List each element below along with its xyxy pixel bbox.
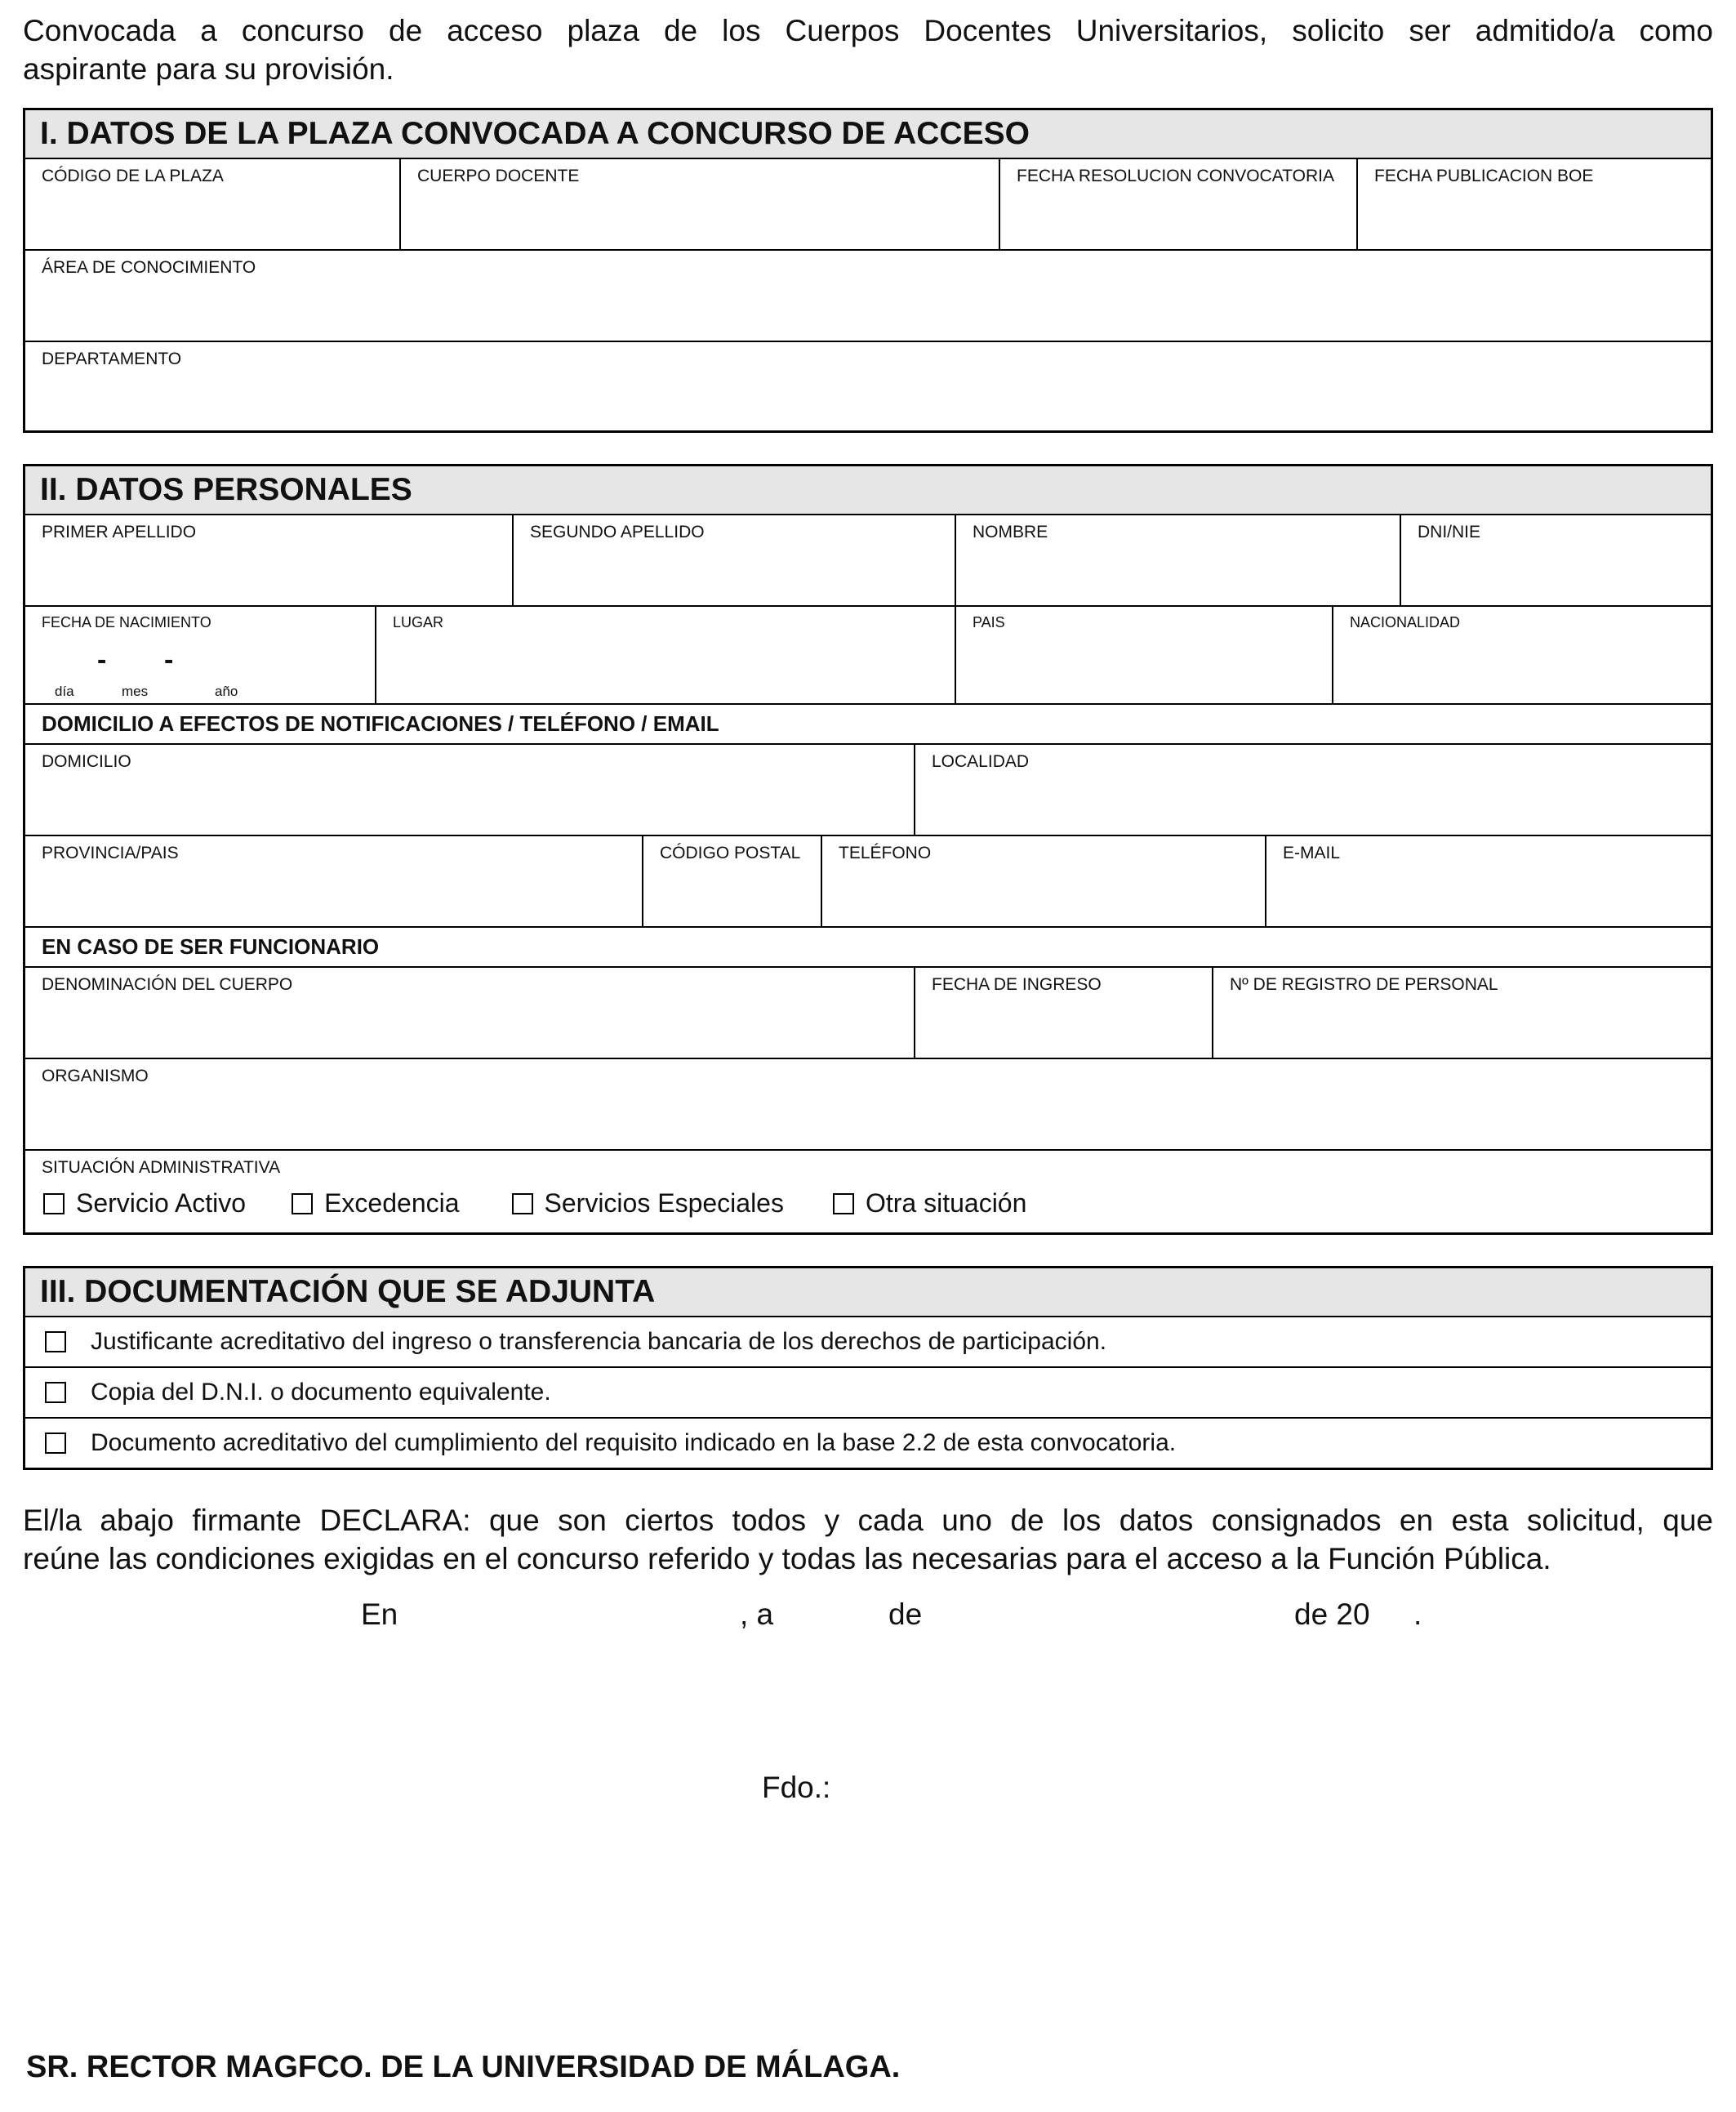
doc-dni-label: Copia del D.N.I. o documento equivalente. (91, 1379, 551, 1406)
fecha-ingreso-label: FECHA DE INGRESO (932, 975, 1102, 994)
dni-field[interactable] (1401, 515, 1711, 605)
cuerpo-docente-label: CUERPO DOCENTE (417, 167, 580, 185)
telefono-field[interactable] (822, 836, 1266, 926)
codigo-postal-field[interactable] (643, 836, 822, 926)
primer-apellido-label: PRIMER APELLIDO (42, 523, 197, 541)
dia-label: día (55, 684, 74, 699)
departamento-label: DEPARTAMENTO (42, 350, 182, 368)
departamento-field[interactable] (25, 342, 1711, 430)
doc-requisito-label: Documento acreditativo del cumplimiento del requisito indicado en la base 2.2 de esta convocatoria. (91, 1429, 1177, 1456)
provincia-label: PROVINCIA/PAIS (42, 844, 179, 862)
section-personal-title: II. DATOS PERSONALES (25, 466, 1711, 515)
doc-item-dni[interactable] (25, 1368, 1711, 1419)
localidad-label: LOCALIDAD (932, 752, 1030, 771)
registro-personal-field[interactable] (1213, 968, 1711, 1058)
fecha-boe-field[interactable] (1358, 159, 1711, 249)
intro-line-2: aspirante para su provisión. (23, 52, 394, 86)
organismo-field[interactable] (25, 1059, 1711, 1149)
domicilio-field[interactable] (25, 745, 915, 835)
nombre-label: NOMBRE (973, 523, 1048, 541)
place-en-label: En (361, 1597, 398, 1631)
fecha-resolucion-field[interactable] (1000, 159, 1358, 249)
checkbox-servicios-especiales[interactable] (512, 1193, 533, 1214)
denominacion-cuerpo-label: DENOMINACIÓN DEL CUERPO (42, 975, 293, 994)
fecha-boe-label: FECHA PUBLICACION BOE (1374, 167, 1594, 185)
nacionalidad-label: NACIONALIDAD (1350, 614, 1461, 630)
mes-label: mes (122, 684, 149, 699)
checkbox-requisito[interactable] (45, 1433, 66, 1454)
doc-item-justificante[interactable] (25, 1317, 1711, 1368)
codigo-plaza-label: CÓDIGO DE LA PLAZA (42, 167, 224, 185)
checkbox-excedencia[interactable] (292, 1193, 313, 1214)
fecha-nacimiento-label: FECHA DE NACIMIENTO (42, 614, 211, 630)
declaration-paragraph (23, 1501, 1713, 1578)
localidad-field[interactable] (915, 745, 1711, 835)
segundo-apellido-label: SEGUNDO APELLIDO (530, 523, 705, 541)
excedencia-label: Excedencia (324, 1188, 460, 1218)
codigo-plaza-field[interactable] (25, 159, 401, 249)
checkbox-servicio-activo[interactable] (43, 1193, 65, 1214)
funcionario-subheader: EN CASO DE SER FUNCIONARIO (25, 928, 1711, 968)
segundo-apellido-field[interactable] (514, 515, 956, 605)
checkbox-otra-situacion[interactable] (833, 1193, 854, 1214)
dni-label: DNI/NIE (1418, 523, 1481, 541)
checkbox-justificante[interactable] (45, 1331, 66, 1352)
fecha-resolucion-label: FECHA RESOLUCION CONVOCATORIA (1017, 167, 1334, 185)
telefono-label: TELÉFONO (839, 844, 932, 862)
doc-item-requisito[interactable] (25, 1419, 1711, 1468)
situacion-administrativa-field (25, 1151, 1711, 1232)
otra-situacion-label: Otra situación (865, 1188, 1027, 1218)
area-conocimiento-field[interactable] (25, 251, 1711, 341)
lugar-field[interactable] (376, 607, 956, 703)
denominacion-cuerpo-field[interactable] (25, 968, 915, 1058)
intro-line-1: Convocada a concurso de acceso plaza de los Cuerpos Docentes Universitarios, solicito ser admitido/a como (23, 14, 1713, 47)
date-de20-label: de 20 (1294, 1597, 1370, 1631)
pais-label: PAIS (973, 614, 1005, 630)
date-separator-2: - (164, 644, 174, 675)
nombre-field[interactable] (956, 515, 1401, 605)
nacionalidad-field[interactable] (1333, 607, 1711, 703)
doc-justificante-label: Justificante acreditativo del ingreso o transferencia bancaria de los derechos de participación. (91, 1328, 1107, 1355)
organismo-label: ORGANISMO (42, 1067, 149, 1085)
situacion-otra[interactable] (833, 1188, 1026, 1219)
section-documentacion (23, 1266, 1713, 1470)
provincia-field[interactable] (25, 836, 643, 926)
anio-label: año (215, 684, 238, 699)
section-personal (23, 464, 1713, 1235)
section-plaza (23, 108, 1713, 433)
fecha-ingreso-field[interactable] (915, 968, 1213, 1058)
addressee: SR. RECTOR MAGFCO. DE LA UNIVERSIDAD DE MÁLAGA. (26, 2050, 901, 2084)
declaration-line-2: reúne las condiciones exigidas en el concurso referido y todas las necesarias para el acceso a la Función Pública. (23, 1542, 1551, 1575)
pais-field[interactable] (956, 607, 1333, 703)
situacion-excedencia[interactable] (292, 1188, 459, 1219)
date-de-label: de (888, 1597, 923, 1631)
domicilio-label: DOMICILIO (42, 752, 131, 771)
email-label: E-MAIL (1283, 844, 1341, 862)
application-form (23, 0, 1713, 1646)
cuerpo-docente-field[interactable] (401, 159, 1000, 249)
fecha-nacimiento-field[interactable] (25, 607, 376, 703)
situacion-options (43, 1188, 1071, 1219)
email-field[interactable] (1266, 836, 1711, 926)
section-plaza-title: I. DATOS DE LA PLAZA CONVOCADA A CONCURSO DE ACCESO (25, 110, 1711, 159)
checkbox-dni[interactable] (45, 1382, 66, 1403)
intro-paragraph (23, 11, 1713, 88)
date-separator-1: - (97, 644, 107, 675)
primer-apellido-field[interactable] (25, 515, 514, 605)
signature-label: Fdo.: (762, 1771, 831, 1804)
lugar-label: LUGAR (393, 614, 444, 630)
domicilio-subheader: DOMICILIO A EFECTOS DE NOTIFICACIONES / TELÉFONO / EMAIL (25, 705, 1711, 745)
servicio-activo-label: Servicio Activo (76, 1188, 247, 1218)
situacion-administrativa-label: SITUACIÓN ADMINISTRATIVA (42, 1158, 281, 1177)
registro-personal-label: Nº DE REGISTRO DE PERSONAL (1230, 975, 1498, 994)
situacion-servicios-especiales[interactable] (512, 1188, 784, 1219)
declaration-line-1: El/la abajo firmante DECLARA: que son ciertos todos y cada uno de los datos consignados en esta solicitud, que (23, 1504, 1713, 1537)
area-conocimiento-label: ÁREA DE CONOCIMIENTO (42, 258, 256, 277)
place-date-line (23, 1597, 1713, 1646)
date-period: . (1413, 1597, 1422, 1631)
codigo-postal-label: CÓDIGO POSTAL (660, 844, 801, 862)
servicios-especiales-label: Servicios Especiales (544, 1188, 784, 1218)
section-documentacion-title: III. DOCUMENTACIÓN QUE SE ADJUNTA (25, 1268, 1711, 1317)
date-a-label: , a (740, 1597, 774, 1631)
situacion-servicio-activo[interactable] (43, 1188, 246, 1219)
